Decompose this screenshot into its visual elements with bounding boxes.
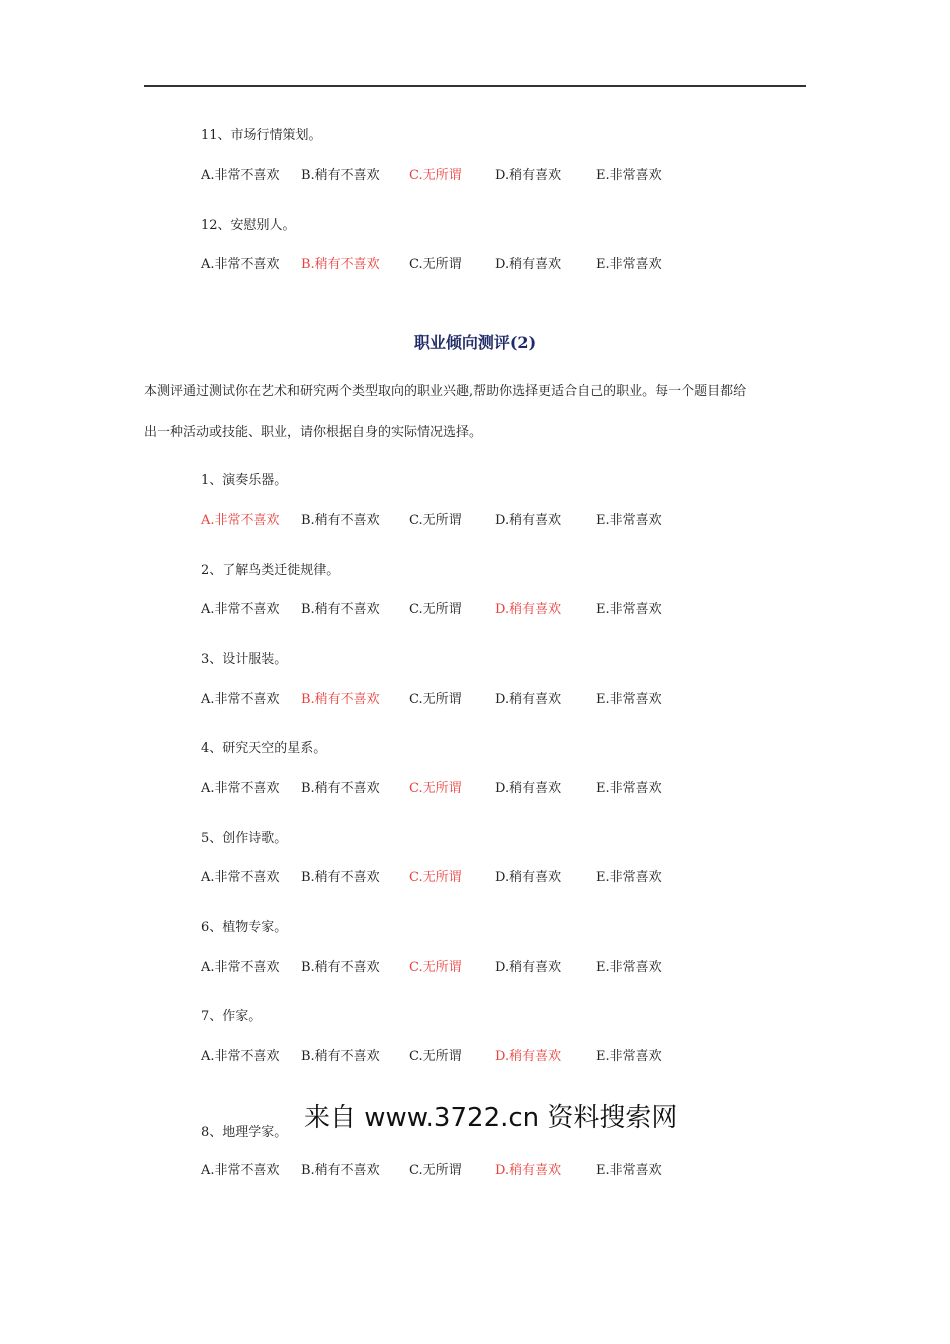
option-b[interactable]: B.稍有不喜欢 (301, 1049, 380, 1064)
option-d[interactable]: D.稍有喜欢 (495, 168, 562, 183)
option-d[interactable]: D.稍有喜欢 (495, 1163, 562, 1178)
option-a[interactable]: A.非常不喜欢 (201, 602, 280, 617)
option-e[interactable]: E.非常喜欢 (596, 781, 662, 796)
option-d[interactable]: D.稍有喜欢 (495, 513, 562, 528)
option-a[interactable]: A.非常不喜欢 (201, 1049, 280, 1064)
option-a[interactable]: A.非常不喜欢 (201, 960, 280, 975)
option-e[interactable]: E.非常喜欢 (596, 1163, 662, 1178)
question-1: 1、演奏乐器。 (201, 473, 288, 488)
section-title: 职业倾向测评(2) (413, 333, 537, 352)
option-b[interactable]: B.稍有不喜欢 (301, 513, 380, 528)
option-d[interactable]: D.稍有喜欢 (495, 257, 562, 272)
option-c[interactable]: C.无所谓 (409, 1163, 462, 1178)
option-b[interactable]: B.稍有不喜欢 (301, 168, 380, 183)
option-a[interactable]: A.非常不喜欢 (201, 168, 280, 183)
option-d[interactable]: D.稍有喜欢 (495, 1049, 562, 1064)
question-11: 11、市场行情策划。 (201, 128, 322, 143)
option-b[interactable]: B.稍有不喜欢 (301, 781, 380, 796)
option-a[interactable]: A.非常不喜欢 (201, 257, 280, 272)
option-e[interactable]: E.非常喜欢 (596, 692, 662, 707)
option-e[interactable]: E.非常喜欢 (596, 513, 662, 528)
option-c[interactable]: C.无所谓 (409, 960, 462, 975)
question-3: 3、设计服装。 (201, 652, 288, 667)
option-a[interactable]: A.非常不喜欢 (201, 692, 280, 707)
option-e[interactable]: E.非常喜欢 (596, 168, 662, 183)
watermark: 来自 www.3722.cn 资料搜索网 (304, 1103, 678, 1133)
question-4: 4、研究天空的星系。 (201, 741, 327, 756)
option-e[interactable]: E.非常喜欢 (596, 602, 662, 617)
option-c[interactable]: C.无所谓 (409, 257, 462, 272)
option-c[interactable]: C.无所谓 (409, 692, 462, 707)
option-d[interactable]: D.稍有喜欢 (495, 781, 562, 796)
question-7: 7、作家。 (201, 1009, 262, 1024)
option-c[interactable]: C.无所谓 (409, 781, 462, 796)
option-c[interactable]: C.无所谓 (409, 870, 462, 885)
question-5: 5、创作诗歌。 (201, 831, 288, 846)
option-c[interactable]: C.无所谓 (409, 168, 462, 183)
question-8: 8、地理学家。 (201, 1125, 288, 1140)
option-e[interactable]: E.非常喜欢 (596, 1049, 662, 1064)
option-c[interactable]: C.无所谓 (409, 602, 462, 617)
intro-line-1: 本测评通过测试你在艺术和研究两个类型取向的职业兴趣,帮助你选择更适合自己的职业。每一个题目都给 (144, 384, 747, 399)
option-e[interactable]: E.非常喜欢 (596, 870, 662, 885)
option-b[interactable]: B.稍有不喜欢 (301, 602, 380, 617)
option-c[interactable]: C.无所谓 (409, 513, 462, 528)
option-d[interactable]: D.稍有喜欢 (495, 870, 562, 885)
question-2: 2、了解鸟类迁徙规律。 (201, 563, 340, 578)
header-rule (144, 85, 806, 87)
option-a[interactable]: A.非常不喜欢 (201, 513, 280, 528)
question-6: 6、植物专家。 (201, 920, 288, 935)
intro-line-2: 出一种活动或技能、职业，请你根据自身的实际情况选择。 (144, 425, 483, 440)
option-e[interactable]: E.非常喜欢 (596, 960, 662, 975)
option-a[interactable]: A.非常不喜欢 (201, 1163, 280, 1178)
option-a[interactable]: A.非常不喜欢 (201, 781, 280, 796)
question-12: 12、安慰别人。 (201, 218, 296, 233)
option-b[interactable]: B.稍有不喜欢 (301, 1163, 380, 1178)
option-b[interactable]: B.稍有不喜欢 (301, 257, 380, 272)
option-d[interactable]: D.稍有喜欢 (495, 960, 562, 975)
option-d[interactable]: D.稍有喜欢 (495, 602, 562, 617)
option-c[interactable]: C.无所谓 (409, 1049, 462, 1064)
option-e[interactable]: E.非常喜欢 (596, 257, 662, 272)
option-b[interactable]: B.稍有不喜欢 (301, 692, 380, 707)
option-a[interactable]: A.非常不喜欢 (201, 870, 280, 885)
option-d[interactable]: D.稍有喜欢 (495, 692, 562, 707)
option-b[interactable]: B.稍有不喜欢 (301, 870, 380, 885)
option-b[interactable]: B.稍有不喜欢 (301, 960, 380, 975)
